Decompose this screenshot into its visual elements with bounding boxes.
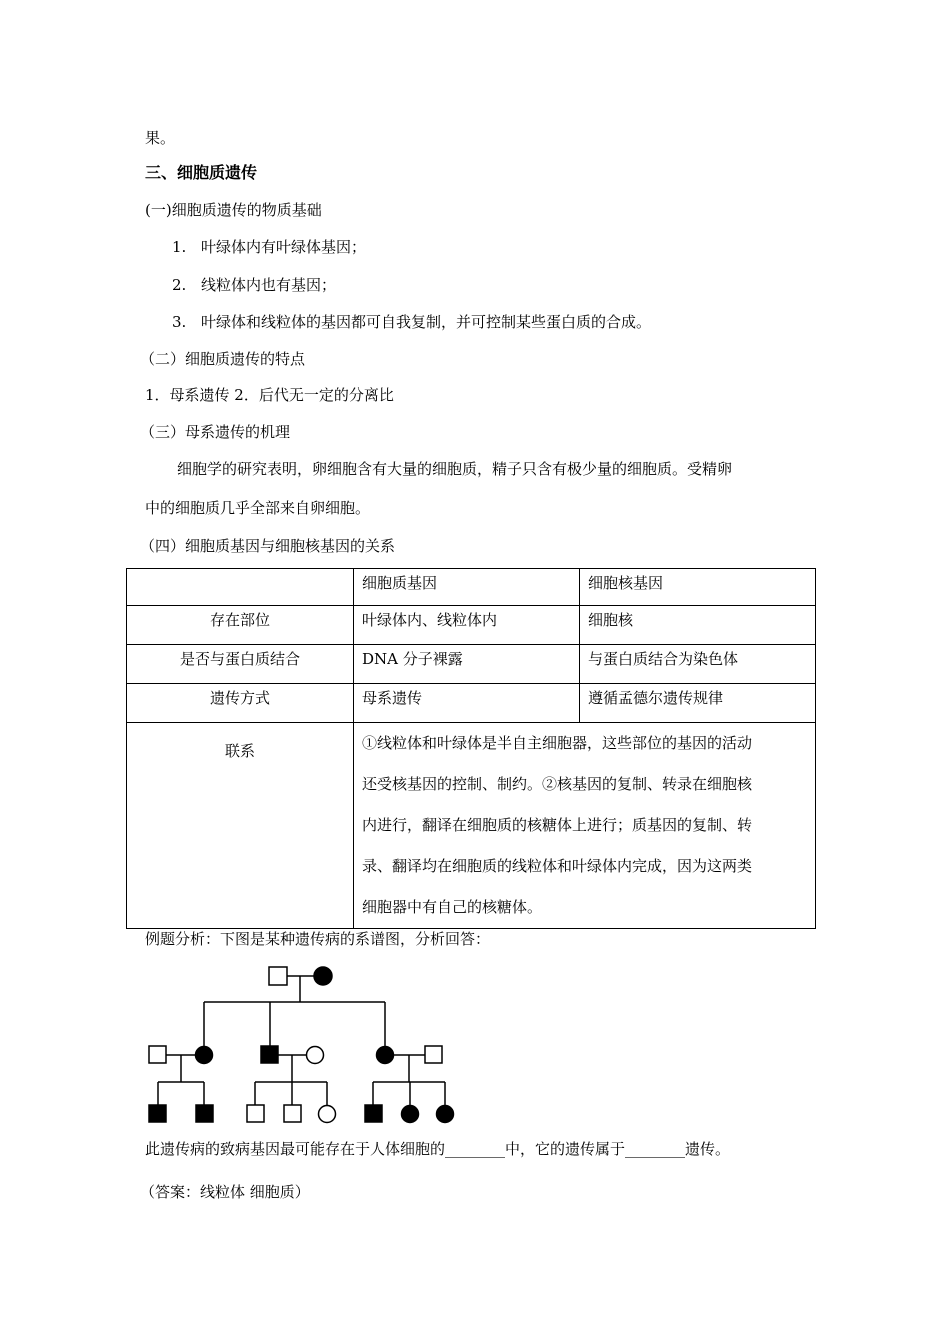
female-affected [196, 1047, 213, 1064]
male-affected [365, 1105, 382, 1122]
table-cell: 存在部位 [127, 606, 354, 645]
link-label: 联系 [224, 742, 255, 760]
pedigree-diagram [140, 960, 470, 1130]
relation-table [126, 568, 816, 929]
male-affected [149, 1105, 166, 1122]
table-cell: 遗传方式 [127, 684, 354, 723]
table-row [127, 606, 816, 645]
female-unaffected [307, 1047, 324, 1064]
list-item-text: 线粒体内也有基因； [201, 276, 337, 294]
table-cell: 与蛋白质结合为染色体 [580, 645, 816, 684]
list-item-text: 叶绿体内有叶绿体基因； [201, 238, 367, 256]
female-affected [377, 1047, 394, 1064]
sub3-paragraph-line2: 中的细胞质几乎全部来自卵细胞。 [145, 499, 371, 517]
female-affected [314, 967, 332, 985]
male-affected [196, 1105, 213, 1122]
female-unaffected [319, 1106, 336, 1123]
sub4-heading: （四）细胞质基因与细胞核基因的关系 [140, 537, 396, 555]
section-title: 三、细胞质遗传 [145, 163, 258, 182]
table-header-cell: 细胞质基因 [354, 569, 580, 606]
table-cell [127, 723, 354, 929]
male-unaffected [269, 967, 287, 985]
sub2-heading: （二）细胞质遗传的特点 [140, 350, 306, 368]
table-cell: 母系遗传 [354, 684, 580, 723]
link-line: 内进行，翻译在细胞质的核糖体上进行；质基因的复制、转 [362, 816, 753, 834]
male-unaffected [149, 1046, 166, 1063]
sub3-heading: （三）母系遗传的机理 [140, 423, 291, 441]
male-unaffected [284, 1105, 301, 1122]
sub2-text: 1．母系遗传 2．后代无一定的分离比 [145, 386, 394, 404]
list-item-num: 3. [172, 313, 187, 331]
list-item [172, 237, 366, 257]
female-affected [402, 1106, 419, 1123]
list-item-num: 1. [172, 238, 187, 256]
table-cell: DNA 分子裸露 [354, 645, 580, 684]
link-line: ①线粒体和叶绿体是半自主细胞器，这些部位的基因的活动 [362, 734, 753, 752]
male-affected [261, 1046, 278, 1063]
table-cell-link [354, 723, 816, 929]
sub3-paragraph-line1: 细胞学的研究表明，卵细胞含有大量的细胞质，精子只含有极少量的细胞质。受精卵 [177, 460, 733, 478]
table-header-cell: 细胞核基因 [580, 569, 816, 606]
table-cell: 遵循孟德尔遗传规律 [580, 684, 816, 723]
table-row [127, 645, 816, 684]
table-row-link [127, 723, 816, 929]
male-unaffected [247, 1105, 264, 1122]
table-header-cell [127, 569, 354, 606]
female-affected [437, 1106, 454, 1123]
table-cell: 是否与蛋白质结合 [127, 645, 354, 684]
example-answer: （答案：线粒体 细胞质） [140, 1183, 310, 1201]
male-unaffected [425, 1046, 442, 1063]
list-item-text: 叶绿体和线粒体的基因都可自我复制，并可控制某些蛋白质的合成。 [201, 313, 652, 331]
link-line: 录、翻译均在细胞质的线粒体和叶绿体内完成，因为这两类 [362, 857, 753, 875]
sub1-heading: (一)细胞质遗传的物质基础 [145, 201, 322, 219]
table-header-row [127, 569, 816, 606]
table-cell: 叶绿体内、线粒体内 [354, 606, 580, 645]
link-line: 还受核基因的控制、制约。②核基因的复制、转录在细胞核 [362, 775, 753, 793]
list-item [172, 275, 336, 295]
table-cell: 细胞核 [580, 606, 816, 645]
example-question: 此遗传病的致病基因最可能存在于人体细胞的________中，它的遗传属于________遗传。 [145, 1140, 731, 1158]
table-row [127, 684, 816, 723]
top-fragment: 果。 [145, 129, 176, 147]
list-item-num: 2. [172, 276, 187, 294]
link-line: 细胞器中有自己的核糖体。 [362, 898, 543, 916]
list-item [172, 312, 651, 332]
example-intro: 例题分析：下图是某种遗传病的系谱图，分析回答： [145, 930, 491, 948]
